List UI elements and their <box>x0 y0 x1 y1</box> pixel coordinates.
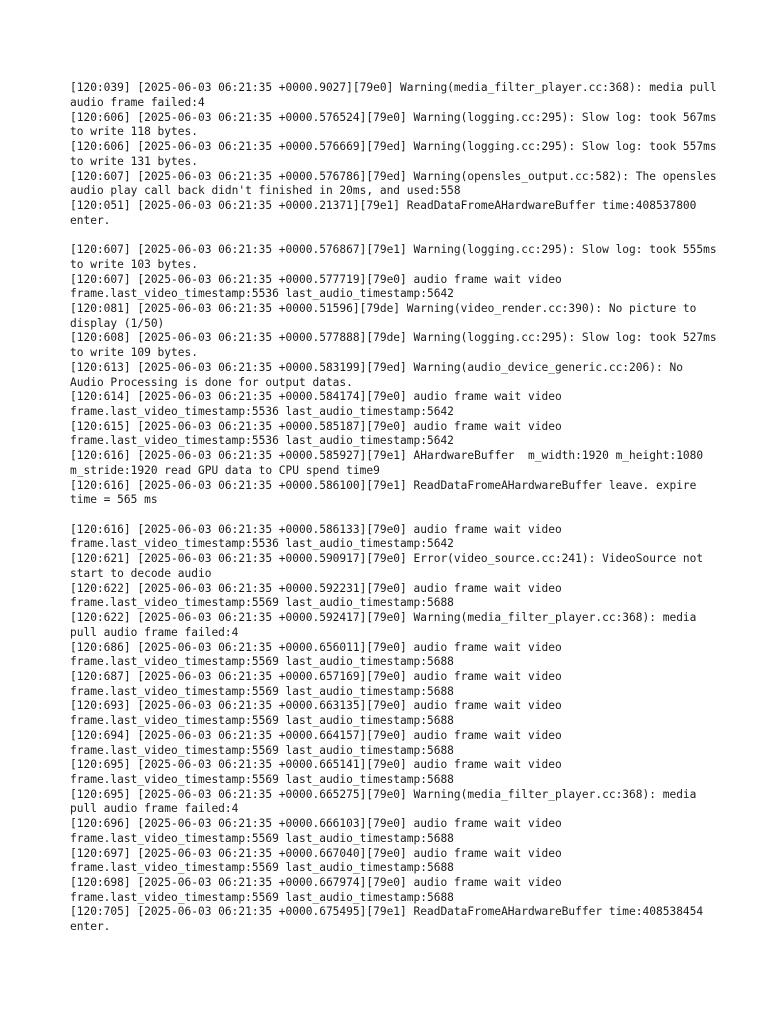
log-line: [120:614] [2025-06-03 06:21:35 +0000.584174][79e0] audio frame wait video frame.last_video_timestamp:5536 last_audio_timestamp:5642 <box>70 390 569 418</box>
log-line: [120:622] [2025-06-03 06:21:35 +0000.592231][79e0] audio frame wait video frame.last_video_timestamp:5569 last_audio_timestamp:5688 <box>70 581 569 610</box>
log-line: [120:695] [2025-06-03 06:21:35 +0000.665275][79e0] Warning(media_filter_player.cc:368): media pull audio frame failed:4 <box>70 787 704 816</box>
log-line: [120:606] [2025-06-03 06:21:35 +0000.576524][79e0] Warning(logging.cc:295): Slow log: took 567ms to write 118 bytes. <box>70 110 724 139</box>
log-line: [120:607] [2025-06-03 06:21:35 +0000.576867][79e1] Warning(logging.cc:295): Slow log: took 555ms to write 103 bytes. <box>70 243 724 271</box>
log-line: [120:616] [2025-06-03 06:21:35 +0000.586133][79e0] audio frame wait video frame.last_video_timestamp:5536 last_audio_timestamp:5642 <box>70 522 569 551</box>
log-line: [120:696] [2025-06-03 06:21:35 +0000.666103][79e0] audio frame wait video frame.last_video_timestamp:5569 last_audio_timestamp:5688 <box>70 817 569 845</box>
log-line: [120:705] [2025-06-03 06:21:35 +0000.675495][79e1] ReadDataFromeAHardwareBuffer time:408538454 enter. <box>70 905 717 934</box>
log-line: [120:622] [2025-06-03 06:21:35 +0000.592417][79e0] Warning(media_filter_player.cc:368): media pull audio frame failed:4 <box>70 611 704 639</box>
log-line: [120:608] [2025-06-03 06:21:35 +0000.577888][79de] Warning(logging.cc:295): Slow log: took 527ms to write 109 bytes. <box>70 331 724 360</box>
log-line: [120:693] [2025-06-03 06:21:35 +0000.663135][79e0] audio frame wait video frame.last_video_timestamp:5569 last_audio_timestamp:5688 <box>70 699 569 728</box>
log-line: [120:694] [2025-06-03 06:21:35 +0000.664157][79e0] audio frame wait video frame.last_video_timestamp:5569 last_audio_timestamp:5688 <box>70 728 569 757</box>
log-line: [120:697] [2025-06-03 06:21:35 +0000.667040][79e0] audio frame wait video frame.last_video_timestamp:5569 last_audio_timestamp:5688 <box>70 846 569 875</box>
log-line: [120:687] [2025-06-03 06:21:35 +0000.657169][79e0] audio frame wait video frame.last_video_timestamp:5569 last_audio_timestamp:5688 <box>70 669 569 698</box>
log-output-text <box>70 81 724 935</box>
log-line: [120:695] [2025-06-03 06:21:35 +0000.665141][79e0] audio frame wait video frame.last_video_timestamp:5569 last_audio_timestamp:5688 <box>70 758 569 786</box>
log-line: [120:039] [2025-06-03 06:21:35 +0000.9027][79e0] Warning(media_filter_player.cc:368): media pull audio frame failed:4 <box>70 81 724 109</box>
log-line: [120:613] [2025-06-03 06:21:35 +0000.583199][79ed] Warning(audio_device_generic.cc:206): No Audio Processing is done for output datas. <box>70 360 690 389</box>
log-line: [120:606] [2025-06-03 06:21:35 +0000.576669][79ed] Warning(logging.cc:295): Slow log: took 557ms to write 131 bytes. <box>70 140 724 168</box>
log-line: [120:081] [2025-06-03 06:21:35 +0000.51596][79de] Warning(video_render.cc:390): No picture to display (1/50) <box>70 301 704 330</box>
log-line: [120:616] [2025-06-03 06:21:35 +0000.586100][79e1] ReadDataFromeAHardwareBuffer leave. expire time = 565 ms <box>70 478 704 507</box>
log-line: [120:686] [2025-06-03 06:21:35 +0000.656011][79e0] audio frame wait video frame.last_video_timestamp:5569 last_audio_timestamp:5688 <box>70 640 569 669</box>
log-line: [120:621] [2025-06-03 06:21:35 +0000.590917][79e0] Error(video_source.cc:241): VideoSource not start to decode audio <box>70 552 710 580</box>
log-line: [120:607] [2025-06-03 06:21:35 +0000.576786][79ed] Warning(opensles_output.cc:582): The opensles audio play call back didn't finished in 20ms, and used:558 <box>70 169 724 198</box>
log-line: [120:616] [2025-06-03 06:21:35 +0000.585927][79e1] AHardwareBuffer m_width:1920 m_height:1080 m_stride:1920 read GPU data to CPU spend time9 <box>70 449 710 477</box>
log-line: [120:607] [2025-06-03 06:21:35 +0000.577719][79e0] audio frame wait video frame.last_video_timestamp:5536 last_audio_timestamp:5642 <box>70 272 569 301</box>
log-line-blank <box>70 228 720 243</box>
log-line: [120:615] [2025-06-03 06:21:35 +0000.585187][79e0] audio frame wait video frame.last_video_timestamp:5536 last_audio_timestamp:5642 <box>70 419 569 448</box>
log-line-blank <box>70 508 720 523</box>
log-line: [120:698] [2025-06-03 06:21:35 +0000.667974][79e0] audio frame wait video frame.last_video_timestamp:5569 last_audio_timestamp:5688 <box>70 876 569 904</box>
log-line: [120:051] [2025-06-03 06:21:35 +0000.21371][79e1] ReadDataFromeAHardwareBuffer time:408537800 enter. <box>70 198 710 227</box>
